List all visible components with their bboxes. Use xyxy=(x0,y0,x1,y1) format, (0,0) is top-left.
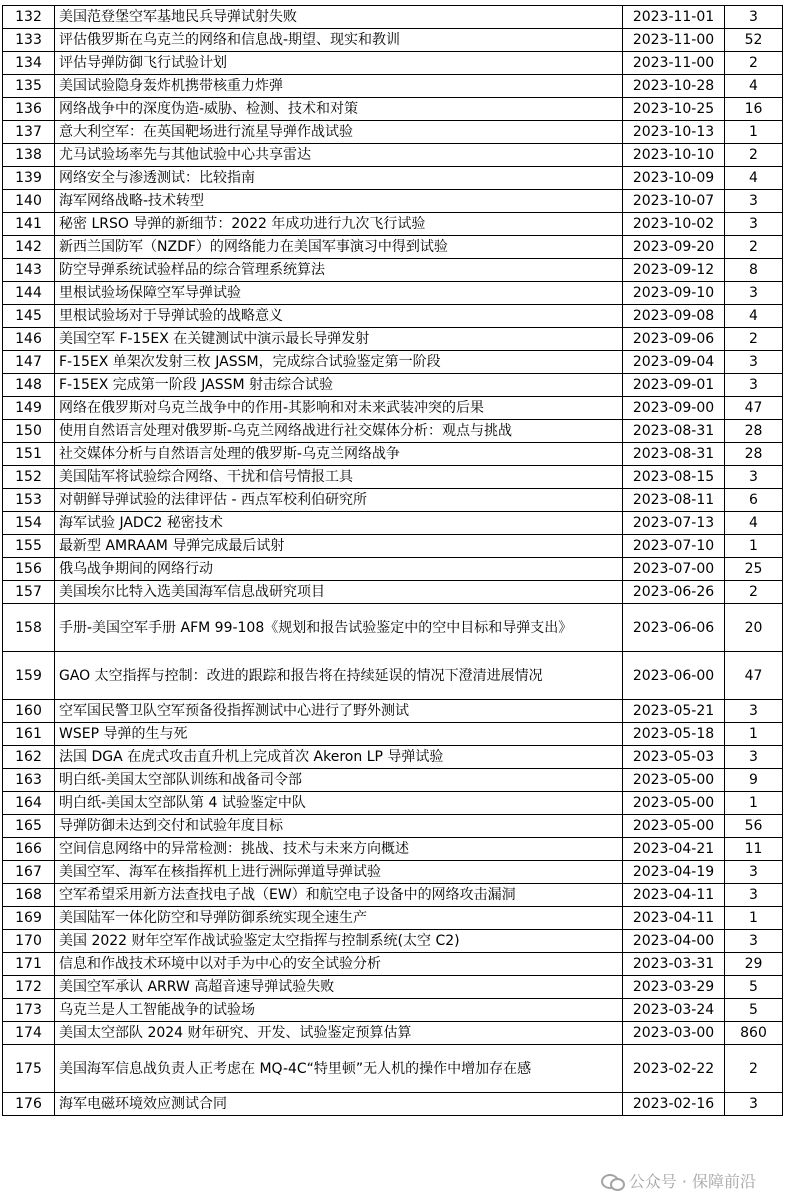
article-title: 空间信息网络中的异常检测：挑战、技术与未来方向概述 xyxy=(55,838,623,861)
page-count: 3 xyxy=(725,466,783,489)
row-number: 171 xyxy=(3,953,55,976)
article-title: 手册-美国空军手册 AFM 99-108《规划和报告试验鉴定中的空中目标和导弹支出》 xyxy=(55,604,623,652)
page-count: 11 xyxy=(725,838,783,861)
article-title: 对朝鲜导弹试验的法律评估 - 西点军校利伯研究所 xyxy=(55,489,623,512)
row-number: 145 xyxy=(3,305,55,328)
article-title: 社交媒体分析与自然语言处理的俄罗斯-乌克兰网络战争 xyxy=(55,443,623,466)
page-count: 2 xyxy=(725,581,783,604)
row-number: 161 xyxy=(3,723,55,746)
page-count: 4 xyxy=(725,305,783,328)
article-date: 2023-08-31 xyxy=(623,420,725,443)
table-row xyxy=(3,489,783,512)
article-date: 2023-06-06 xyxy=(623,604,725,652)
row-number: 168 xyxy=(3,884,55,907)
row-number: 159 xyxy=(3,652,55,700)
page-count: 47 xyxy=(725,397,783,420)
table-row xyxy=(3,236,783,259)
table-row xyxy=(3,282,783,305)
row-number: 141 xyxy=(3,213,55,236)
article-title: 网络在俄罗斯对乌克兰战争中的作用-其影响和对未来武装冲突的后果 xyxy=(55,397,623,420)
article-title: 美国埃尔比特入选美国海军信息战研究项目 xyxy=(55,581,623,604)
article-title: 秘密 LRSO 导弹的新细节：2022 年成功进行九次飞行试验 xyxy=(55,213,623,236)
row-number: 170 xyxy=(3,930,55,953)
article-title: 美国 2022 财年空军作战试验鉴定太空指挥与控制系统(太空 C2) xyxy=(55,930,623,953)
article-title: 美国陆军将试验综合网络、干扰和信号情报工具 xyxy=(55,466,623,489)
table-row xyxy=(3,815,783,838)
row-number: 143 xyxy=(3,259,55,282)
table-row xyxy=(3,1022,783,1045)
row-number: 146 xyxy=(3,328,55,351)
row-number: 151 xyxy=(3,443,55,466)
page-count: 1 xyxy=(725,792,783,815)
article-title: 乌克兰是人工智能战争的试验场 xyxy=(55,999,623,1022)
article-date: 2023-05-00 xyxy=(623,769,725,792)
table-row xyxy=(3,443,783,466)
page-count: 3 xyxy=(725,700,783,723)
table-row xyxy=(3,374,783,397)
table-row xyxy=(3,838,783,861)
article-date: 2023-10-28 xyxy=(623,75,725,98)
article-title: WSEP 导弹的生与死 xyxy=(55,723,623,746)
row-number: 157 xyxy=(3,581,55,604)
page-count: 3 xyxy=(725,930,783,953)
article-date: 2023-08-15 xyxy=(623,466,725,489)
page-count: 5 xyxy=(725,999,783,1022)
page-count: 3 xyxy=(725,374,783,397)
page-count: 47 xyxy=(725,652,783,700)
article-title: 新西兰国防军（NZDF）的网络能力在美国军事演习中得到试验 xyxy=(55,236,623,259)
page-count: 20 xyxy=(725,604,783,652)
article-date: 2023-07-00 xyxy=(623,558,725,581)
article-date: 2023-09-08 xyxy=(623,305,725,328)
table-row xyxy=(3,397,783,420)
table-row xyxy=(3,792,783,815)
article-date: 2023-10-10 xyxy=(623,144,725,167)
article-date: 2023-05-03 xyxy=(623,746,725,769)
article-title: 海军试验 JADC2 秘密技术 xyxy=(55,512,623,535)
article-date: 2023-09-00 xyxy=(623,397,725,420)
article-date: 2023-05-00 xyxy=(623,815,725,838)
article-date: 2023-10-07 xyxy=(623,190,725,213)
article-title: 网络安全与渗透测试：比较指南 xyxy=(55,167,623,190)
page-count: 3 xyxy=(725,1093,783,1116)
table-row xyxy=(3,907,783,930)
article-date: 2023-03-24 xyxy=(623,999,725,1022)
article-date: 2023-09-04 xyxy=(623,351,725,374)
article-title: 美国空军、海军在核指挥机上进行洲际弹道导弹试验 xyxy=(55,861,623,884)
row-number: 137 xyxy=(3,121,55,144)
table-row xyxy=(3,213,783,236)
table-row xyxy=(3,29,783,52)
page-count: 4 xyxy=(725,167,783,190)
page-count: 3 xyxy=(725,884,783,907)
page-count: 4 xyxy=(725,75,783,98)
row-number: 133 xyxy=(3,29,55,52)
table-row xyxy=(3,167,783,190)
table-row xyxy=(3,52,783,75)
article-title: 评估导弹防御飞行试验计划 xyxy=(55,52,623,75)
article-title: 美国太空部队 2024 财年研究、开发、试验鉴定预算估算 xyxy=(55,1022,623,1045)
article-title: 美国空军承认 ARRW 高超音速导弹试验失败 xyxy=(55,976,623,999)
article-title: 美国海军信息战负责人正考虑在 MQ-4C“特里顿”无人机的操作中增加存在感 xyxy=(55,1045,623,1093)
page-count: 1 xyxy=(725,121,783,144)
article-date: 2023-05-00 xyxy=(623,792,725,815)
page-count: 5 xyxy=(725,976,783,999)
table-row xyxy=(3,190,783,213)
page-count: 25 xyxy=(725,558,783,581)
article-title: 防空导弹系统试验样品的综合管理系统算法 xyxy=(55,259,623,282)
article-title: 意大利空军：在英国靶场进行流星导弹作战试验 xyxy=(55,121,623,144)
row-number: 134 xyxy=(3,52,55,75)
article-date: 2023-05-21 xyxy=(623,700,725,723)
wechat-icon xyxy=(601,1172,623,1190)
page-count: 2 xyxy=(725,52,783,75)
article-date: 2023-06-26 xyxy=(623,581,725,604)
row-number: 169 xyxy=(3,907,55,930)
article-date: 2023-10-25 xyxy=(623,98,725,121)
row-number: 164 xyxy=(3,792,55,815)
article-date: 2023-09-10 xyxy=(623,282,725,305)
row-number: 154 xyxy=(3,512,55,535)
row-number: 135 xyxy=(3,75,55,98)
article-title: GAO 太空指挥与控制：改进的跟踪和报告将在持续延误的情况下澄清进展情况 xyxy=(55,652,623,700)
article-date: 2023-04-11 xyxy=(623,907,725,930)
row-number: 174 xyxy=(3,1022,55,1045)
row-number: 149 xyxy=(3,397,55,420)
table-row xyxy=(3,604,783,652)
article-date: 2023-07-10 xyxy=(623,535,725,558)
table-row xyxy=(3,1045,783,1093)
table-row xyxy=(3,976,783,999)
article-title: 法国 DGA 在虎式攻击直升机上完成首次 Akeron LP 导弹试验 xyxy=(55,746,623,769)
article-date: 2023-02-16 xyxy=(623,1093,725,1116)
row-number: 176 xyxy=(3,1093,55,1116)
article-date: 2023-11-00 xyxy=(623,52,725,75)
watermark-text: 公众号 · 保障前沿 xyxy=(628,1172,756,1191)
page-count: 3 xyxy=(725,190,783,213)
table-row xyxy=(3,305,783,328)
table-row xyxy=(3,75,783,98)
table-row xyxy=(3,144,783,167)
article-date: 2023-10-09 xyxy=(623,167,725,190)
article-title: 最新型 AMRAAM 导弹完成最后试射 xyxy=(55,535,623,558)
page-count: 8 xyxy=(725,259,783,282)
article-date: 2023-09-20 xyxy=(623,236,725,259)
row-number: 136 xyxy=(3,98,55,121)
row-number: 167 xyxy=(3,861,55,884)
page-count: 2 xyxy=(725,1045,783,1093)
page-count: 3 xyxy=(725,6,783,29)
article-date: 2023-09-06 xyxy=(623,328,725,351)
article-title: 美国范登堡空军基地民兵导弹试射失败 xyxy=(55,6,623,29)
article-title: 里根试验场保障空军导弹试验 xyxy=(55,282,623,305)
page-count: 52 xyxy=(725,29,783,52)
article-title: 海军电磁环境效应测试合同 xyxy=(55,1093,623,1116)
table-row xyxy=(3,558,783,581)
page-count: 6 xyxy=(725,489,783,512)
article-title: 明白纸-美国太空部队训练和战备司令部 xyxy=(55,769,623,792)
table-row xyxy=(3,884,783,907)
row-number: 140 xyxy=(3,190,55,213)
row-number: 139 xyxy=(3,167,55,190)
row-number: 155 xyxy=(3,535,55,558)
row-number: 158 xyxy=(3,604,55,652)
table-row xyxy=(3,328,783,351)
article-title: 海军网络战略-技术转型 xyxy=(55,190,623,213)
row-number: 150 xyxy=(3,420,55,443)
table-row xyxy=(3,999,783,1022)
article-date: 2023-10-13 xyxy=(623,121,725,144)
row-number: 156 xyxy=(3,558,55,581)
article-title: 美国空军 F-15EX 在关键测试中演示最长导弹发射 xyxy=(55,328,623,351)
row-number: 166 xyxy=(3,838,55,861)
article-title: F-15EX 单架次发射三枚 JASSM，完成综合试验鉴定第一阶段 xyxy=(55,351,623,374)
table-row xyxy=(3,98,783,121)
row-number: 165 xyxy=(3,815,55,838)
table-row xyxy=(3,420,783,443)
row-number: 173 xyxy=(3,999,55,1022)
article-title: 俄乌战争期间的网络行动 xyxy=(55,558,623,581)
row-number: 153 xyxy=(3,489,55,512)
row-number: 138 xyxy=(3,144,55,167)
table-row xyxy=(3,746,783,769)
page-count: 860 xyxy=(725,1022,783,1045)
row-number: 172 xyxy=(3,976,55,999)
table-body xyxy=(3,6,783,1116)
article-date: 2023-11-00 xyxy=(623,29,725,52)
page-count: 3 xyxy=(725,351,783,374)
row-number: 162 xyxy=(3,746,55,769)
page-count: 3 xyxy=(725,282,783,305)
table-row xyxy=(3,512,783,535)
row-number: 132 xyxy=(3,6,55,29)
article-date: 2023-03-00 xyxy=(623,1022,725,1045)
article-title: 信息和作战技术环境中以对手为中心的安全试验分析 xyxy=(55,953,623,976)
page-count: 28 xyxy=(725,420,783,443)
article-title: 网络战争中的深度伪造-威胁、检测、技术和对策 xyxy=(55,98,623,121)
page-count: 4 xyxy=(725,512,783,535)
page-count: 56 xyxy=(725,815,783,838)
page-count: 28 xyxy=(725,443,783,466)
article-title: 空军希望采用新方法查找电子战（EW）和航空电子设备中的网络攻击漏洞 xyxy=(55,884,623,907)
article-title: 里根试验场对于导弹试验的战略意义 xyxy=(55,305,623,328)
article-title: 美国陆军一体化防空和导弹防御系统实现全速生产 xyxy=(55,907,623,930)
article-date: 2023-06-00 xyxy=(623,652,725,700)
row-number: 148 xyxy=(3,374,55,397)
article-title: 使用自然语言处理对俄罗斯-乌克兰网络战进行社交媒体分析：观点与挑战 xyxy=(55,420,623,443)
table-row xyxy=(3,930,783,953)
article-title: F-15EX 完成第一阶段 JASSM 射击综合试验 xyxy=(55,374,623,397)
row-number: 163 xyxy=(3,769,55,792)
page-count: 2 xyxy=(725,236,783,259)
page-count: 2 xyxy=(725,328,783,351)
page-count: 3 xyxy=(725,746,783,769)
table-row xyxy=(3,535,783,558)
table-row xyxy=(3,121,783,144)
table-row xyxy=(3,953,783,976)
article-date: 2023-10-02 xyxy=(623,213,725,236)
page-count: 9 xyxy=(725,769,783,792)
table-row xyxy=(3,723,783,746)
article-date: 2023-02-22 xyxy=(623,1045,725,1093)
table-row xyxy=(3,700,783,723)
article-title: 导弹防御未达到交付和试验年度目标 xyxy=(55,815,623,838)
row-number: 147 xyxy=(3,351,55,374)
page-count: 1 xyxy=(725,535,783,558)
row-number: 152 xyxy=(3,466,55,489)
article-date: 2023-07-13 xyxy=(623,512,725,535)
row-number: 144 xyxy=(3,282,55,305)
article-date: 2023-03-31 xyxy=(623,953,725,976)
row-number: 160 xyxy=(3,700,55,723)
page-count: 29 xyxy=(725,953,783,976)
article-date: 2023-04-11 xyxy=(623,884,725,907)
page-count: 3 xyxy=(725,213,783,236)
article-date: 2023-09-12 xyxy=(623,259,725,282)
article-date: 2023-11-01 xyxy=(623,6,725,29)
article-title: 评估俄罗斯在乌克兰的网络和信息战-期望、现实和教训 xyxy=(55,29,623,52)
table-row xyxy=(3,259,783,282)
page-count: 1 xyxy=(725,907,783,930)
article-title: 尤马试验场率先与其他试验中心共享雷达 xyxy=(55,144,623,167)
article-date: 2023-08-11 xyxy=(623,489,725,512)
table-row xyxy=(3,652,783,700)
article-date: 2023-03-29 xyxy=(623,976,725,999)
table-row xyxy=(3,466,783,489)
article-date: 2023-04-21 xyxy=(623,838,725,861)
article-title: 美国试验隐身轰炸机携带核重力炸弹 xyxy=(55,75,623,98)
article-title: 空军国民警卫队空军预备役指挥测试中心进行了野外测试 xyxy=(55,700,623,723)
row-number: 175 xyxy=(3,1045,55,1093)
watermark xyxy=(601,1169,756,1192)
table-row xyxy=(3,581,783,604)
article-date: 2023-09-01 xyxy=(623,374,725,397)
table-row xyxy=(3,6,783,29)
article-title: 明白纸-美国太空部队第 4 试验鉴定中队 xyxy=(55,792,623,815)
article-date: 2023-08-31 xyxy=(623,443,725,466)
page-count: 3 xyxy=(725,861,783,884)
page-count: 1 xyxy=(725,723,783,746)
articles-table xyxy=(2,5,783,1116)
row-number: 142 xyxy=(3,236,55,259)
table-row xyxy=(3,351,783,374)
page-count: 2 xyxy=(725,144,783,167)
page-count: 16 xyxy=(725,98,783,121)
article-date: 2023-05-18 xyxy=(623,723,725,746)
article-date: 2023-04-19 xyxy=(623,861,725,884)
article-date: 2023-04-00 xyxy=(623,930,725,953)
table-row xyxy=(3,861,783,884)
table-row xyxy=(3,1093,783,1116)
table-row xyxy=(3,769,783,792)
